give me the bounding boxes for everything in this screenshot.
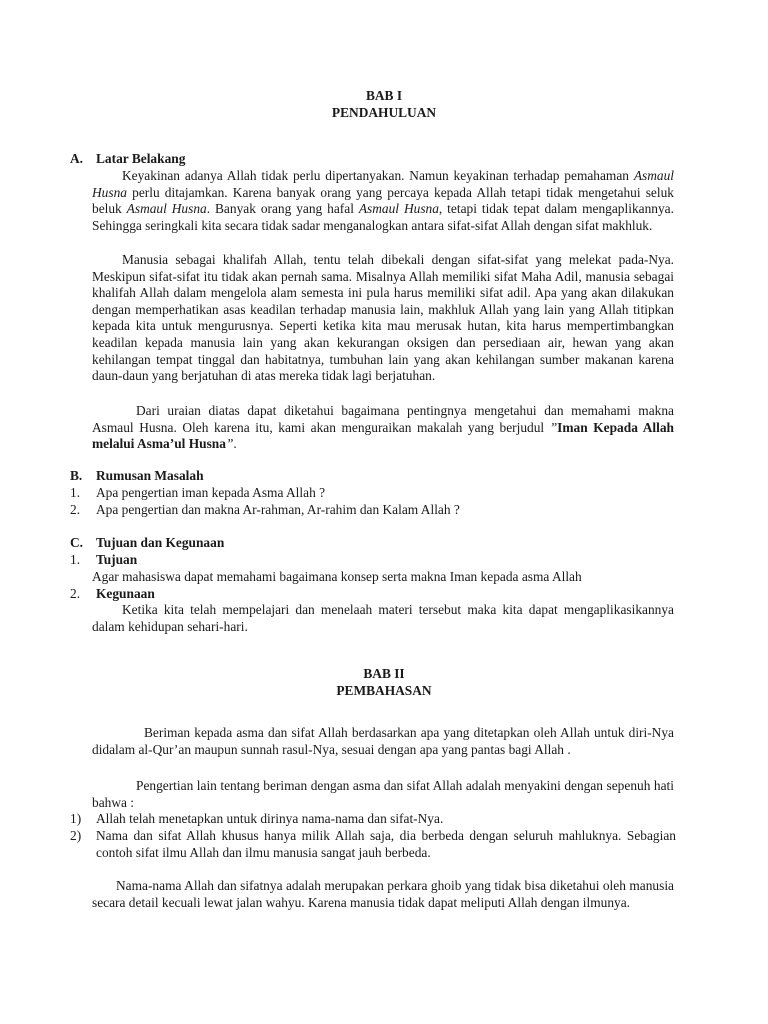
paragraph-latar-3 (92, 403, 674, 453)
section-b-heading: Rumusan Masalah (96, 468, 204, 483)
quote-mark: ” (225, 436, 234, 452)
text-run: Dari uraian diatas dapat diketahui bagaimana pentingnya mengetahui dan memahami makna Asmaul Husna. Oleh karena itu, kami akan menguraikan makalah yang berjudul (92, 403, 674, 435)
paper-title: Iman Kepada Allah melalui Asma’ul Husna (92, 419, 674, 452)
section-b-letter: B. (70, 468, 83, 483)
paragraph-latar-1 (92, 168, 674, 234)
section-c-heading: Tujuan dan Kegunaan (96, 535, 225, 550)
tujuan-text: Agar mahasiswa dapat memahami bagaimana konsep serta makna Iman kepada asma Allah (92, 569, 582, 584)
text-run: . (233, 436, 237, 452)
list-item-number: 1) (70, 811, 82, 826)
text-run: Nama-nama Allah dan sifatnya adalah merupakan perkara ghoib yang tidak bisa diketahui oleh manusia secara detail kecuali lewat jalan wahyu. Karena manusia tidak dapat meliputi Allah dengan ilmunya. (92, 878, 674, 910)
text-run: . Banyak orang yang hafal (206, 201, 359, 217)
chapter-subtitle: PENDAHULUAN (331, 105, 437, 120)
text-run: Keyakinan adanya Allah tidak perlu dipertanyakan. Namun keyakinan terhadap pemahaman (122, 168, 634, 183)
italic-term: Asmaul Husna (358, 201, 439, 217)
section-a-letter: A. (70, 151, 84, 166)
italic-term: Asmaul Husna (92, 168, 674, 200)
list-item: Apa pengertian iman kepada Asma Allah ? (96, 485, 326, 500)
section-a-heading: Latar Belakang (96, 151, 186, 166)
text-run: Ketika kita telah mempelajari dan menelaah materi tersebut maka kita dapat mengaplikasikannya dalam kehidupan sehari-hari. (92, 602, 674, 634)
list-item-number: 2) (70, 828, 82, 843)
text-run: , tetapi tidak tepat dalam mengaplikannya. Sehingga seringkali kita secara tidak sadar menganalogkan antara sifat-sifat Allah dengan sifat makhluk. (92, 201, 674, 233)
quote-mark: ” (549, 419, 558, 435)
paragraph-pembahasan-3 (92, 878, 674, 911)
paragraph-pembahasan-1 (92, 725, 674, 758)
list-item: Allah telah menetapkan untuk dirinya nama-nama dan sifat-Nya. (96, 811, 444, 826)
list-item-number: 1. (70, 485, 81, 500)
text-run: Manusia sebagai khalifah Allah, tentu telah dibekali dengan sifat-sifat yang melekat pada-Nya. Meskipun sifat-sifat itu tidak akan pernah sama. Misalnya Allah memiliki sifat Maha Adil, manusia sebagai khalifah Allah dalam mengelola alam semesta ini pula harus memiliki sifat adil. Apa yang akan dilakukan dengan memperhatikan asas keadilan terhadap manusia lain, makhluk Allah yang lain yang Allah titipkan kepada kita untuk mengurusnya. Seperti ketika kita mau merusak hutan, kita harus mempertimbangkan keadilan kepada manusia lain yang akan kekurangan oksigen dan persediaan air, hewan yang akan kehilangan tempat tinggal dan habitatnya, tumbuhan lain yang akan kehilangan sumber makanan karena daun-daun yang berjatuhan di atas mereka tidak lagi berjatuhan. (92, 252, 674, 384)
text-run: Beriman kepada asma dan sifat Allah berdasarkan apa yang ditetapkan oleh Allah untuk diri-Nya didalam al-Qur’an maupun sunnah rasul-Nya, sesuai dengan apa yang pantas bagi Allah . (92, 725, 674, 757)
list-item-number: 2. (70, 502, 81, 517)
list-item: Apa pengertian dan makna Ar-rahman, Ar-rahim dan Kalam Allah ? (96, 502, 460, 517)
section-c-letter: C. (70, 535, 84, 550)
chapter-title: BAB II (363, 666, 405, 681)
subheading-tujuan: Tujuan (96, 552, 138, 567)
italic-term: Asmaul Husna (126, 201, 207, 217)
paragraph-pembahasan-2 (92, 778, 674, 811)
chapter-title: BAB I (365, 88, 403, 103)
chapter-subtitle: PEMBAHASAN (336, 683, 432, 698)
list-item-number: 1. (70, 552, 81, 567)
list-item-number: 2. (70, 586, 81, 601)
text-run: Pengertian lain tentang beriman dengan asma dan sifat Allah adalah menyakini dengan sepenuh hati bahwa : (92, 778, 674, 810)
subheading-kegunaan: Kegunaan (96, 586, 155, 601)
text-run: perlu ditajamkan. Karena banyak orang yang percaya kepada Allah tetapi tidak mengetahui seluk beluk (92, 184, 674, 217)
list-item: Nama dan sifat Allah khusus hanya milik Allah saja, dia berbeda dengan seluruh mahluknya. Sebagian contoh sifat ilmu Allah dan ilmu manusia sangat jauh berbeda. (96, 828, 676, 860)
paragraph-latar-2 (92, 252, 674, 385)
kegunaan-text (92, 602, 674, 635)
